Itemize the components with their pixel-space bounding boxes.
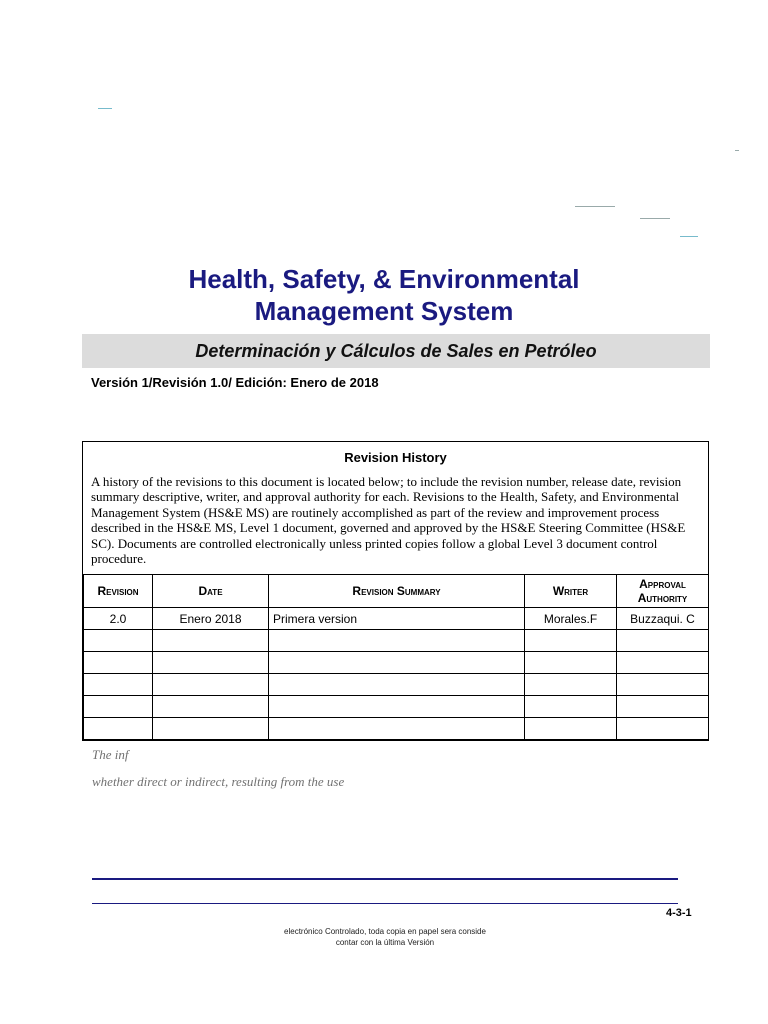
disclaimer-text — [92, 746, 652, 790]
col-date: Date — [153, 575, 269, 608]
document-title — [0, 263, 768, 327]
cell-approval — [617, 696, 709, 718]
disclaimer-line-2: whether direct or indirect, resulting from the use — [92, 774, 345, 789]
cell-revision — [84, 652, 153, 674]
cell-writer — [525, 652, 617, 674]
table-row — [84, 674, 709, 696]
col-approval-authority: Approval Authority — [617, 575, 709, 608]
version-line: Versión 1/Revisión 1.0/ Edición: Enero de 2018 — [91, 375, 379, 390]
cell-summary — [269, 652, 525, 674]
document-subtitle: Determinación y Cálculos de Sales en Petróleo — [195, 341, 597, 361]
cell-revision — [84, 674, 153, 696]
title-line-1: Health, Safety, & Environmental — [188, 264, 580, 294]
cell-approval: Buzzaqui. C — [617, 608, 709, 630]
cell-revision — [84, 718, 153, 740]
cell-approval — [617, 674, 709, 696]
revision-history-description: A history of the revisions to this document is located below; to include the revision number, release date, revision summary descriptive, writer, and approval authority for each. Revisions to the Health, Safety, and Environmental Management System (HS&E MS) are routinely accomplished as part of the review and improvement process described in the HS&E MS, Level 1 document, governed and approved by the HS&E Steering Committee (HS&E SC). Documents are controlled electronically unless printed copies follow a global Level 3 document control procedure. — [91, 474, 686, 567]
cell-revision — [84, 696, 153, 718]
cell-date — [153, 718, 269, 740]
table-row — [84, 652, 709, 674]
cell-writer — [525, 630, 617, 652]
cell-writer: Morales.F — [525, 608, 617, 630]
cell-summary — [269, 674, 525, 696]
table-row — [84, 696, 709, 718]
col-revision: Revision — [84, 575, 153, 608]
table-header-row — [84, 575, 709, 608]
cell-date: Enero 2018 — [153, 608, 269, 630]
cell-approval — [617, 652, 709, 674]
cell-date — [153, 630, 269, 652]
table-row — [84, 718, 709, 740]
cell-summary — [269, 630, 525, 652]
cell-summary — [269, 696, 525, 718]
col-writer: Writer — [525, 575, 617, 608]
disclaimer-line-1: The inf — [92, 747, 129, 762]
cell-writer — [525, 674, 617, 696]
revision-history-box — [82, 441, 709, 741]
footer-rule — [92, 878, 678, 880]
cell-date — [153, 696, 269, 718]
cell-revision: 2.0 — [84, 608, 153, 630]
col-revision-summary: Revision Summary — [269, 575, 525, 608]
revision-history-title: Revision History — [344, 450, 447, 465]
cell-summary — [269, 718, 525, 740]
cell-summary: Primera version — [269, 608, 525, 630]
table-row — [84, 630, 709, 652]
title-line-2: Management System — [254, 296, 514, 326]
cell-writer — [525, 696, 617, 718]
footer-line-2: contar con la última Versión — [335, 938, 435, 947]
cell-date — [153, 674, 269, 696]
page-number: 4-3-1 — [666, 907, 692, 919]
cell-writer — [525, 718, 617, 740]
footer-rule-thin — [92, 903, 678, 904]
footer-notice — [92, 926, 678, 948]
table-row — [84, 608, 709, 630]
cell-date — [153, 652, 269, 674]
revision-table — [83, 574, 709, 740]
footer-line-1: electrónico Controlado, toda copia en papel sera conside — [284, 927, 486, 936]
cell-approval — [617, 718, 709, 740]
cell-revision — [84, 630, 153, 652]
cell-approval — [617, 630, 709, 652]
